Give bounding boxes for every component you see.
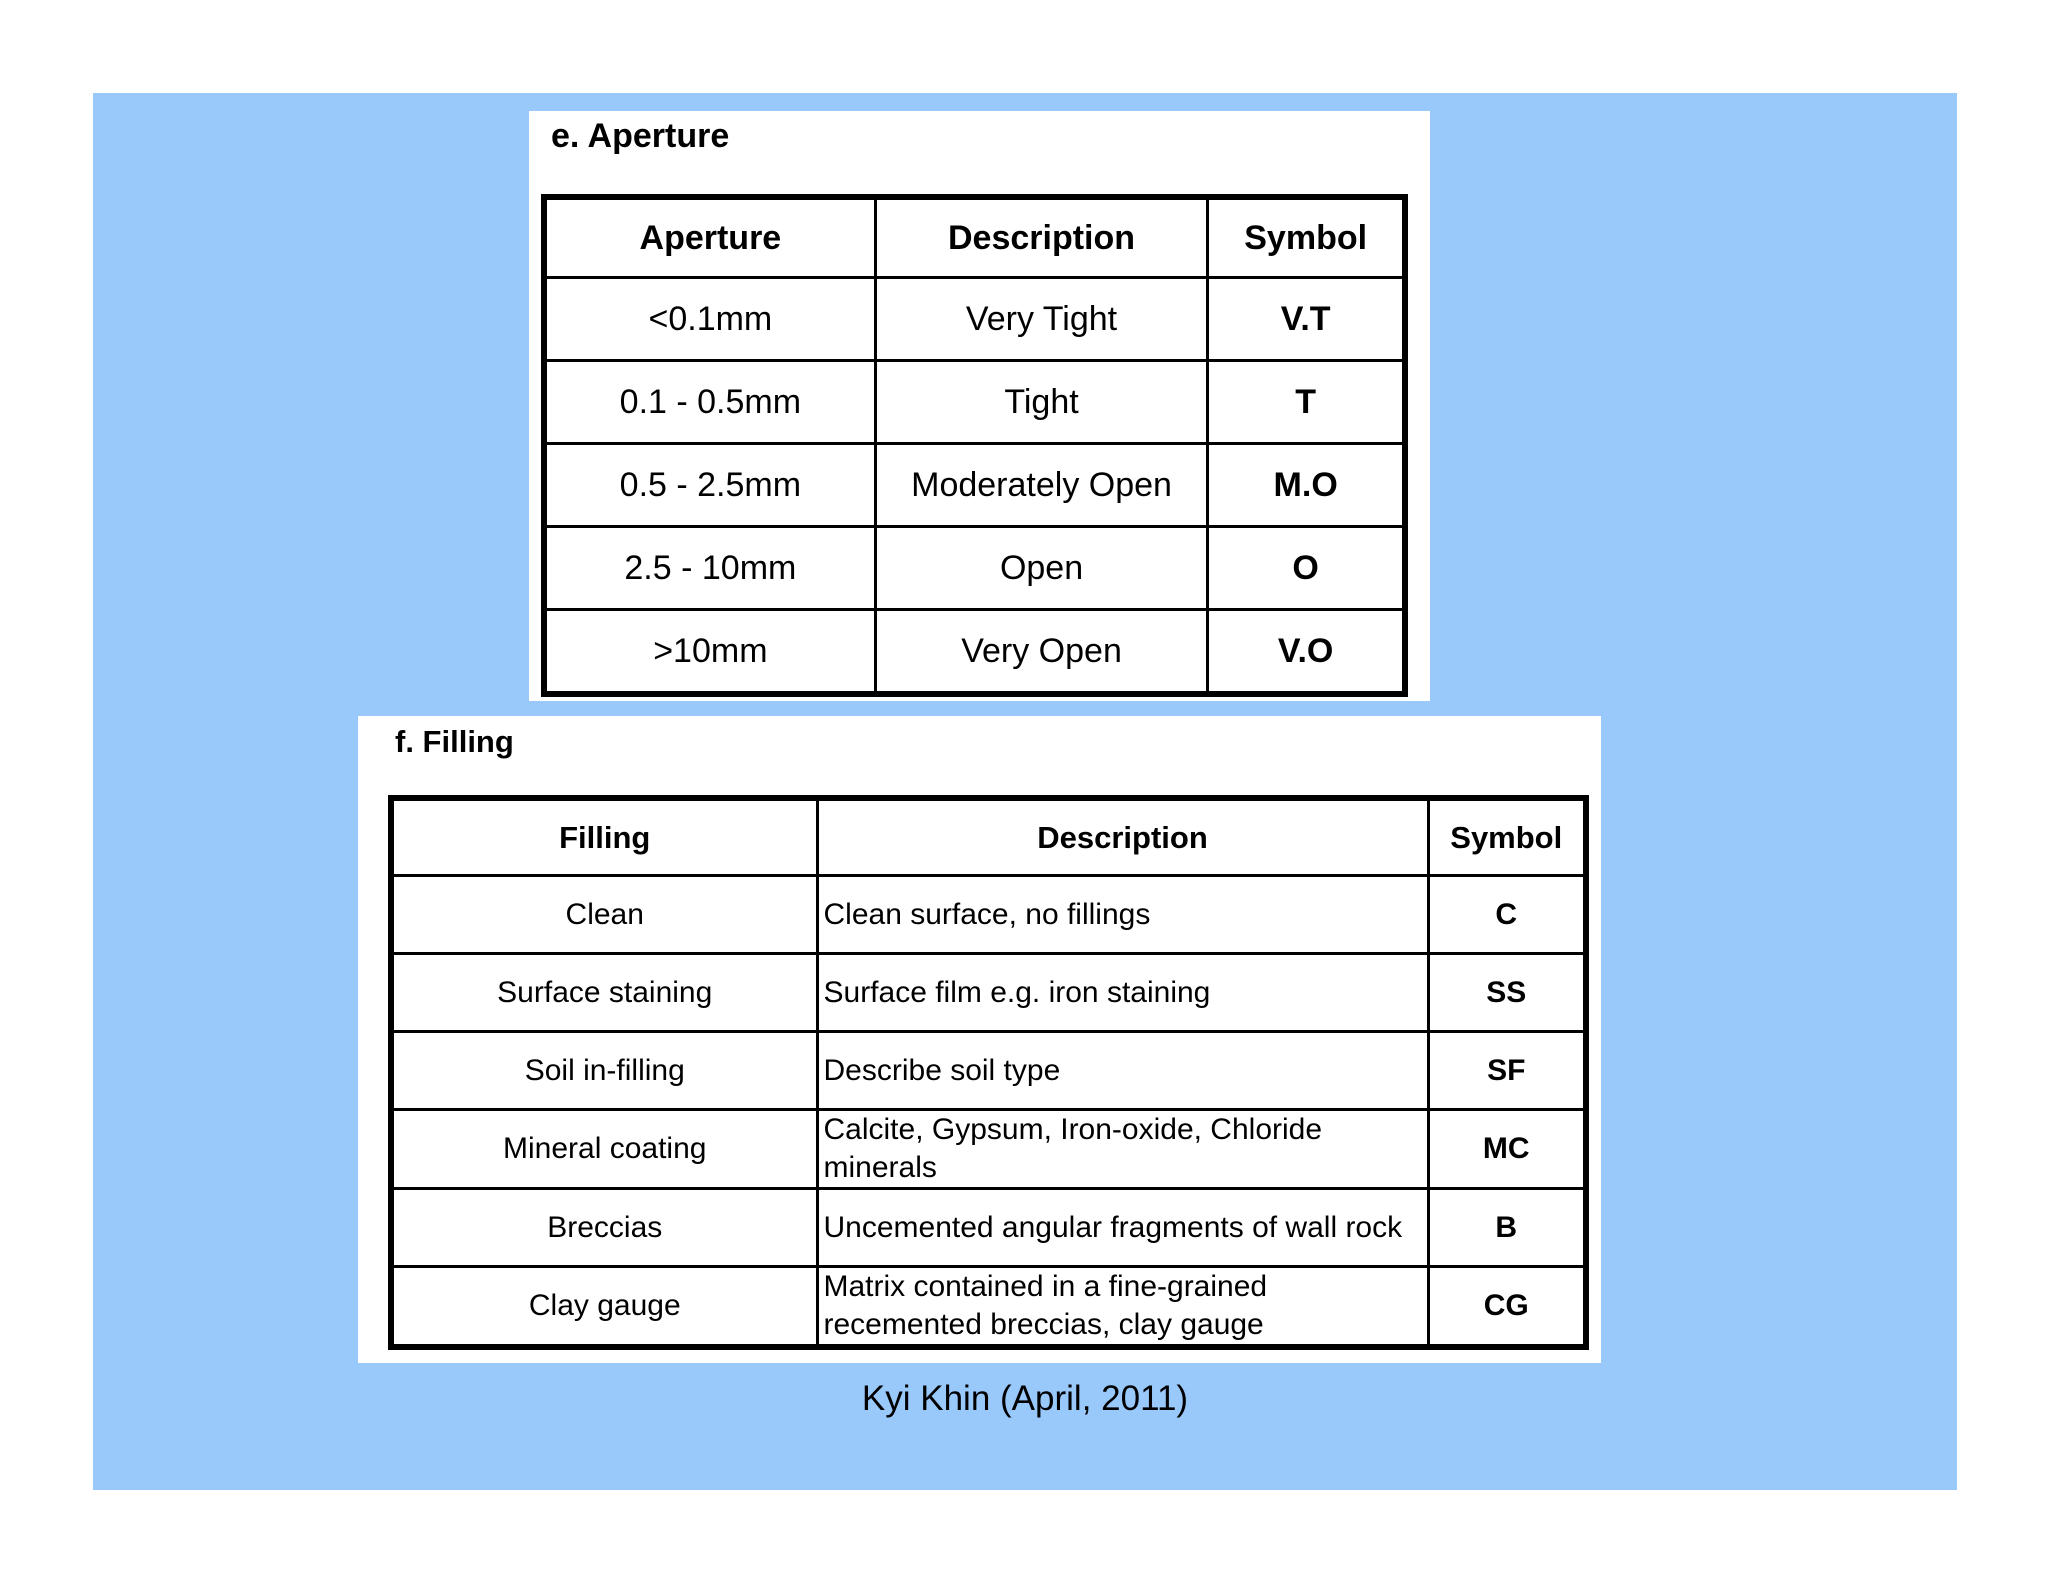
aperture-description: Very Open: [875, 610, 1208, 695]
aperture-panel: [529, 111, 1430, 701]
filling-type: Clay gauge: [391, 1267, 817, 1348]
filling-header-description: Description: [817, 798, 1428, 876]
aperture-header-description: Description: [875, 197, 1208, 278]
aperture-range: >10mm: [544, 610, 875, 695]
table-row: [544, 361, 1405, 444]
aperture-range: 0.5 - 2.5mm: [544, 444, 875, 527]
aperture-range: 0.1 - 0.5mm: [544, 361, 875, 444]
table-row: [391, 1032, 1586, 1110]
filling-symbol: SS: [1428, 954, 1586, 1032]
filling-header-row: [391, 798, 1586, 876]
aperture-header-symbol: Symbol: [1208, 197, 1405, 278]
filling-title: f. Filling: [395, 724, 514, 759]
filling-symbol: B: [1428, 1189, 1586, 1267]
filling-header-filling: Filling: [391, 798, 817, 876]
aperture-description: Open: [875, 527, 1208, 610]
filling-symbol: CG: [1428, 1267, 1586, 1348]
table-row: [391, 1110, 1586, 1189]
aperture-description: Very Tight: [875, 278, 1208, 361]
aperture-header-aperture: Aperture: [544, 197, 875, 278]
table-row: [391, 876, 1586, 954]
filling-type: Surface staining: [391, 954, 817, 1032]
table-row: [544, 278, 1405, 361]
aperture-symbol: M.O: [1208, 444, 1405, 527]
aperture-title: e. Aperture: [551, 117, 730, 155]
filling-type: Clean: [391, 876, 817, 954]
aperture-range: <0.1mm: [544, 278, 875, 361]
filling-description: Matrix contained in a fine-grained recemented breccias, clay gauge: [817, 1267, 1428, 1348]
aperture-symbol: T: [1208, 361, 1405, 444]
filling-header-symbol: Symbol: [1428, 798, 1586, 876]
filling-symbol: C: [1428, 876, 1586, 954]
aperture-range: 2.5 - 10mm: [544, 527, 875, 610]
table-row: [391, 1189, 1586, 1267]
filling-description: Describe soil type: [817, 1032, 1428, 1110]
filling-type: Soil in-filling: [391, 1032, 817, 1110]
aperture-description: Moderately Open: [875, 444, 1208, 527]
aperture-symbol: V.O: [1208, 610, 1405, 695]
aperture-symbol: O: [1208, 527, 1405, 610]
filling-symbol: MC: [1428, 1110, 1586, 1189]
filling-type: Mineral coating: [391, 1110, 817, 1189]
filling-panel: [358, 716, 1601, 1363]
filling-description: Surface film e.g. iron staining: [817, 954, 1428, 1032]
filling-description: Calcite, Gypsum, Iron-oxide, Chloride minerals: [817, 1110, 1428, 1189]
aperture-description: Tight: [875, 361, 1208, 444]
aperture-header-row: [544, 197, 1405, 278]
table-row: [544, 444, 1405, 527]
filling-description: Uncemented angular fragments of wall rock: [817, 1189, 1428, 1267]
filling-table: [388, 795, 1589, 1350]
aperture-table: [541, 194, 1408, 697]
author-credit: Kyi Khin (April, 2011): [861, 1379, 1189, 1418]
filling-type: Breccias: [391, 1189, 817, 1267]
aperture-symbol: V.T: [1208, 278, 1405, 361]
filling-symbol: SF: [1428, 1032, 1586, 1110]
table-row: [544, 610, 1405, 695]
table-row: [391, 954, 1586, 1032]
table-row: [391, 1267, 1586, 1348]
slide-background: [93, 93, 1957, 1490]
table-row: [544, 527, 1405, 610]
filling-description: Clean surface, no fillings: [817, 876, 1428, 954]
